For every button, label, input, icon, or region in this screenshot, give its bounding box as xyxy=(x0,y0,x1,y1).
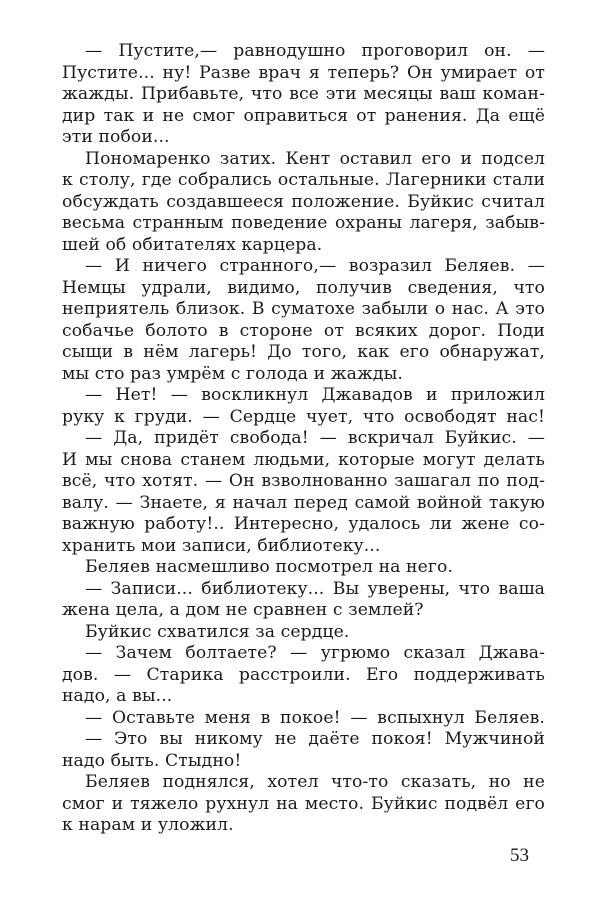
text-line: к нарам и уложил. xyxy=(62,815,234,835)
text-line: — И ничего странного,— возразил Беляев. — xyxy=(85,256,545,276)
text-line: Буйкис схватился за сердце. xyxy=(85,621,350,642)
text-line: — Пустите,— равнодушно проговорил он. — xyxy=(85,41,545,61)
text-line: — Нет! — воскликнул Джавадов и приложил xyxy=(85,385,545,405)
text-line: — Записи... библиотеку... Вы уверены, что ваша xyxy=(85,578,545,599)
text-line: Немцы удрали, видимо, получив сведения, что xyxy=(62,277,545,298)
text-line: надо быть. Стыдно! xyxy=(62,750,242,771)
text-line: — Зачем болтаете? — угрюмо сказал Джава- xyxy=(85,643,545,663)
text-line: обсуждать создавшееся положение. Буйкис считал xyxy=(62,191,545,212)
text-line: жена цела, а дом не сравнен с землей? xyxy=(62,600,424,620)
text-line: собачье болото в стороне от всяких дорог. Поди xyxy=(62,320,545,341)
text-line: дов. — Старика расстроили. Его поддерживать xyxy=(62,664,545,685)
text-line: всё, что хотят. — Он взволнованно зашагал по под- xyxy=(62,471,545,491)
text-line: неприятель близок. В суматохе забыли о нас. А это xyxy=(62,299,545,319)
text-line: надо, а вы... xyxy=(62,686,173,706)
text-line: жажды. Прибавьте, что все эти месяцы ваш коман- xyxy=(62,84,545,104)
text-line: шей об обитателях карцера. xyxy=(62,234,323,255)
text-line: весьма странным поведение охраны лагеря, забыв- xyxy=(62,213,545,233)
text-line: дир так и не смог оправиться от ранения. Да ещё xyxy=(62,105,545,126)
text-line: сыщи в нём лагерь! До того, как его обнаружат, xyxy=(62,342,545,362)
text-line: Беляев поднялся, хотел что-то сказать, но не xyxy=(85,772,545,792)
text-line: хранить мои записи, библиотеку... xyxy=(62,535,381,556)
text-line: важную работу!.. Интересно, удалось ли жене со- xyxy=(62,514,545,534)
page-number: 53 xyxy=(510,845,529,866)
text-line: — Да, придёт свобода! — вскричал Буйкис. — xyxy=(85,428,545,448)
text-line: смог и тяжело рухнул на место. Буйкис подвёл его xyxy=(62,793,545,814)
text-line: — Оставьте меня в покое! — вспыхнул Беляев. xyxy=(85,707,545,728)
text-line: И мы снова станем людьми, которые могут делать xyxy=(62,449,545,470)
text-line: руку к груди. — Сердце чует, что освободят нас! xyxy=(62,406,545,427)
text-line: — Это вы никому не даёте покоя! Мужчиной xyxy=(85,729,545,749)
text-line: валу. — Знаете, я начал перед самой войной такую xyxy=(62,492,545,513)
text-line: Пономаренко затих. Кент оставил его и подсел xyxy=(85,148,545,169)
text-line: Беляев насмешливо посмотрел на него. xyxy=(85,557,454,577)
text-line: мы сто раз умрём с голода и жажды. xyxy=(62,363,403,384)
text-line: Пустите... ну! Разве врач я теперь? Он умирает от xyxy=(62,62,545,83)
text-line: к столу, где собрались остальные. Лагерники стали xyxy=(62,170,545,190)
text-line: эти побои... xyxy=(62,127,170,147)
